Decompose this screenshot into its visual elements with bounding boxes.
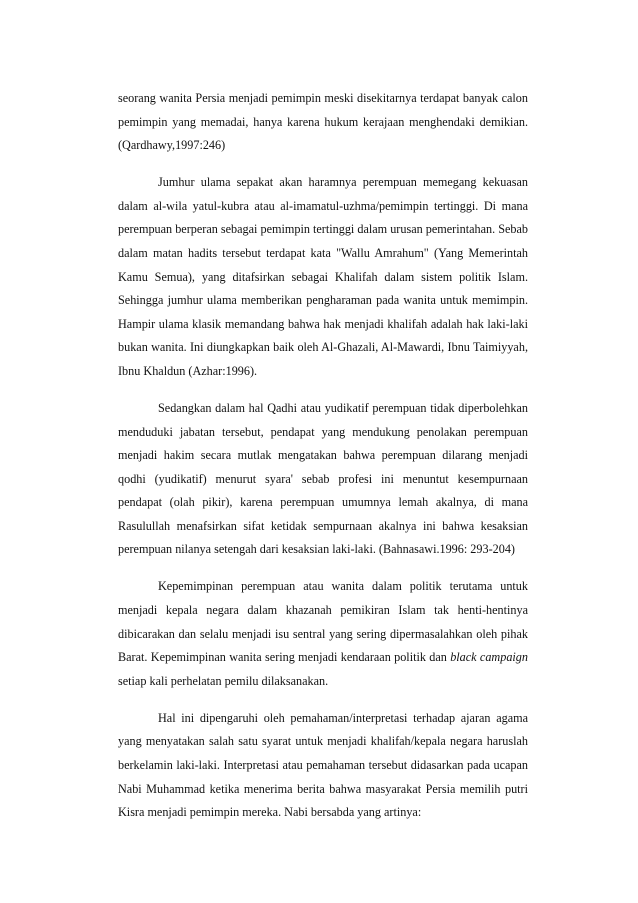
paragraph-4 [118, 575, 528, 693]
paragraph-1: seorang wanita Persia menjadi pemimpin meski disekitarnya terdapat banyak calon pemimpin yang memadai, hanya karena hukum kerajaan menghendaki demikian. (Qardhawy,1997:246) [118, 91, 528, 153]
black-campaign-italic: black campaign [450, 650, 528, 665]
paragraph-5: Hal ini dipengaruhi oleh pemahaman/interpretasi terhadap ajaran agama yang menyatakan salah satu syarat untuk menjadi khalifah/kepala negara haruslah berkelamin laki-laki. Interpretasi atau pemahaman tersebut didasarkan pada ucapan Nabi Muhammad ketika menerima berita bahwa masyarakat Persia memilih putri Kisra menjadi pemimpin mereka. Nabi bersabda yang artinya: [118, 710, 528, 820]
body-text [118, 87, 528, 825]
paragraph-2: Jumhur ulama sepakat akan haramnya perempuan memegang kekuasan dalam al-wila yatul-kubra atau al-imamatul-uzhma/pemimpin tertinggi. Di mana perempuan berperan sebagai pemimpin tertinggi dalam urusan pemerintahan. Sebab dalam matan hadits tersebut terdapat kata "Wallu Amrahum" (Yang Memerintah Kamu Semua), yang ditafsirkan sebagai Khalifah dalam sistem politik Islam. Sehingga jumhur ulama memberikan pengharaman pada wanita untuk memimpin. Hampir ulama klasik memandang bahwa hak menjadi khalifah adalah hak laki-laki bukan wanita. Ini diungkapkan baik oleh Al-Ghazali, Al-Mawardi, Ibnu Taimiyyah, Ibnu Khaldun (Azhar:1996). [118, 175, 528, 378]
paragraph-3: Sedangkan dalam hal Qadhi atau yudikatif perempuan tidak diperbolehkan menduduki jabatan tersebut, pendapat yang mendukung penolakan perempuan menjadi hakim secara mutlak mengatakan bahwa perempuan dilarang menjadi qodhi (yudikatif) menurut syara' sebab profesi ini menuntut kesempurnaan pendapat (olah pikir), karena perempuan umumnya lemah akalnya, di mana Rasulullah menafsirkan sifat ketidak sempurnaan akalnya ini bahwa kesaksian perempuan nilanya setengah dari kesaksian laki-laki. (Bahnasawi.1996: 293-204) [118, 400, 528, 557]
paragraph-4-text-before: Kepemimpinan perempuan atau wanita dalam politik terutama untuk menjadi kepala negara dalam khazanah pemikiran Islam tak henti-hentinya dibicarakan dan selalu menjadi isu sentral yang sering dipermasalahkan oleh pihak Barat. Kepemimpinan wanita sering menjadi kendaraan politik dan [118, 579, 528, 665]
paragraph-4-text-after: setiap kali perhelatan pemilu dilaksanakan. [118, 673, 329, 688]
